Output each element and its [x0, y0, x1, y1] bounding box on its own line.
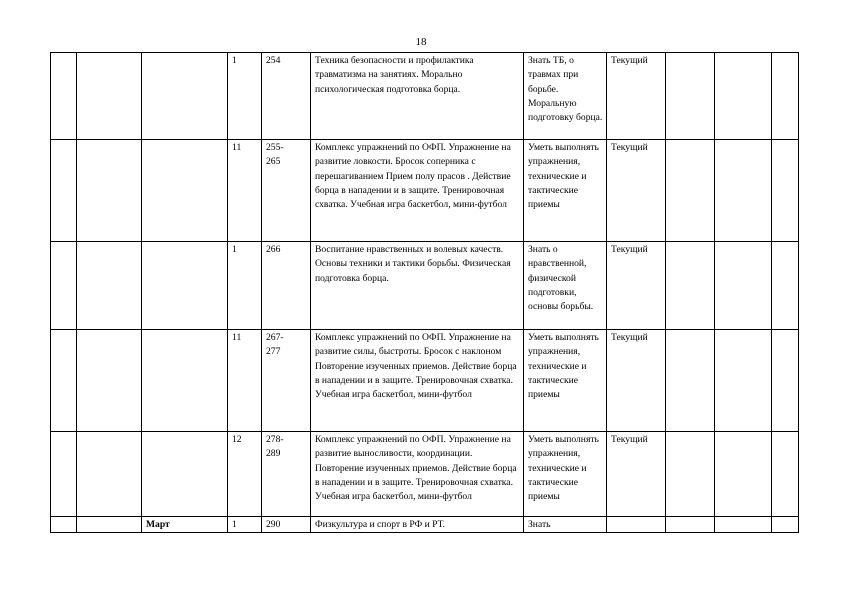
hours-cell: 11 [228, 140, 262, 242]
empty-cell [715, 432, 772, 517]
lesson-number-cell: 290 [262, 517, 311, 533]
empty-cell [772, 53, 799, 140]
empty-cell [772, 140, 799, 242]
empty-cell [77, 432, 142, 517]
empty-cell [715, 330, 772, 432]
empty-cell [715, 53, 772, 140]
lesson-number-cell: 255- 265 [262, 140, 311, 242]
topic-cell: Комплекс упражнений по ОФП. Упражнение на развитие выносливости, координации. Повторение изученных приемов. Действие борца в нападении и в защите. Тренировочная схватка. Учебная игра баскетбол, мини-футбол [311, 432, 524, 517]
control-type-cell: Текущий [607, 330, 666, 432]
empty-cell [51, 53, 77, 140]
empty-cell [51, 242, 77, 330]
topic-cell: Воспитание нравственных и волевых качеств. Основы техники и тактики борьбы. Физическая подготовка борца. [311, 242, 524, 330]
lesson-number-cell: 278- 289 [262, 432, 311, 517]
lesson-number-cell: 254 [262, 53, 311, 140]
table-row [51, 432, 799, 517]
table-row [51, 242, 799, 330]
month-cell [142, 53, 228, 140]
requirements-cell: Уметь выполнять упражнения, технические и тактические приемы [524, 432, 607, 517]
empty-cell [772, 432, 799, 517]
hours-cell: 12 [228, 432, 262, 517]
empty-cell [666, 517, 715, 533]
hours-cell: 1 [228, 517, 262, 533]
empty-cell [77, 330, 142, 432]
control-type-cell: Текущий [607, 140, 666, 242]
empty-cell [77, 517, 142, 533]
topic-cell: Комплекс упражнений по ОФП. Упражнение на развитие силы, быстроты. Бросок с наклоном Повторение изученных приемов. Действие борца в нападении и в защите. Тренировочная схватка. Учебная игра баскетбол, мини-футбол [311, 330, 524, 432]
empty-cell [666, 330, 715, 432]
empty-cell [666, 242, 715, 330]
table-row [51, 53, 799, 140]
lesson-number-cell: 267- 277 [262, 330, 311, 432]
topic-cell: Комплекс упражнений по ОФП. Упражнение на развитие ловкости. Бросок соперника с перешагиванием Прием полу прасов . Действие борца в нападении и в защите. Тренировочная схватка. Учебная игра баскетбол, мини-футбол [311, 140, 524, 242]
table-row [51, 517, 799, 533]
empty-cell [666, 140, 715, 242]
table-row [51, 330, 799, 432]
empty-cell [77, 53, 142, 140]
control-type-cell: Текущий [607, 53, 666, 140]
empty-cell [715, 517, 772, 533]
requirements-cell: Уметь выполнять упражнения, технические и тактические приемы [524, 330, 607, 432]
month-cell: Март [142, 517, 228, 533]
page-number: 18 [415, 36, 427, 48]
empty-cell [772, 242, 799, 330]
control-type-cell [607, 517, 666, 533]
requirements-cell: Уметь выполнять упражнения, технические и тактические приемы [524, 140, 607, 242]
empty-cell [772, 517, 799, 533]
month-cell [142, 140, 228, 242]
empty-cell [715, 140, 772, 242]
lesson-plan-table [50, 52, 799, 533]
empty-cell [666, 53, 715, 140]
control-type-cell: Текущий [607, 242, 666, 330]
lesson-number-cell: 266 [262, 242, 311, 330]
requirements-cell: Знать [524, 517, 607, 533]
month-cell [142, 330, 228, 432]
requirements-cell: Знать ТБ, о травмах при борьбе. Моральную подготовку борца. [524, 53, 607, 140]
hours-cell: 1 [228, 242, 262, 330]
empty-cell [77, 140, 142, 242]
hours-cell: 1 [228, 53, 262, 140]
table-row [51, 140, 799, 242]
empty-cell [51, 517, 77, 533]
control-type-cell: Текущий [607, 432, 666, 517]
empty-cell [666, 432, 715, 517]
empty-cell [51, 330, 77, 432]
topic-cell: Техника безопасности и профилактика травматизма на занятиях. Морально психологическая подготовка борца. [311, 53, 524, 140]
requirements-cell: Знать о нравственной, физической подготовки, основы борьбы. [524, 242, 607, 330]
empty-cell [51, 432, 77, 517]
empty-cell [772, 330, 799, 432]
empty-cell [715, 242, 772, 330]
empty-cell [77, 242, 142, 330]
hours-cell: 11 [228, 330, 262, 432]
topic-cell: Физкультура и спорт в РФ и РТ. [311, 517, 524, 533]
month-cell [142, 432, 228, 517]
month-cell [142, 242, 228, 330]
empty-cell [51, 140, 77, 242]
